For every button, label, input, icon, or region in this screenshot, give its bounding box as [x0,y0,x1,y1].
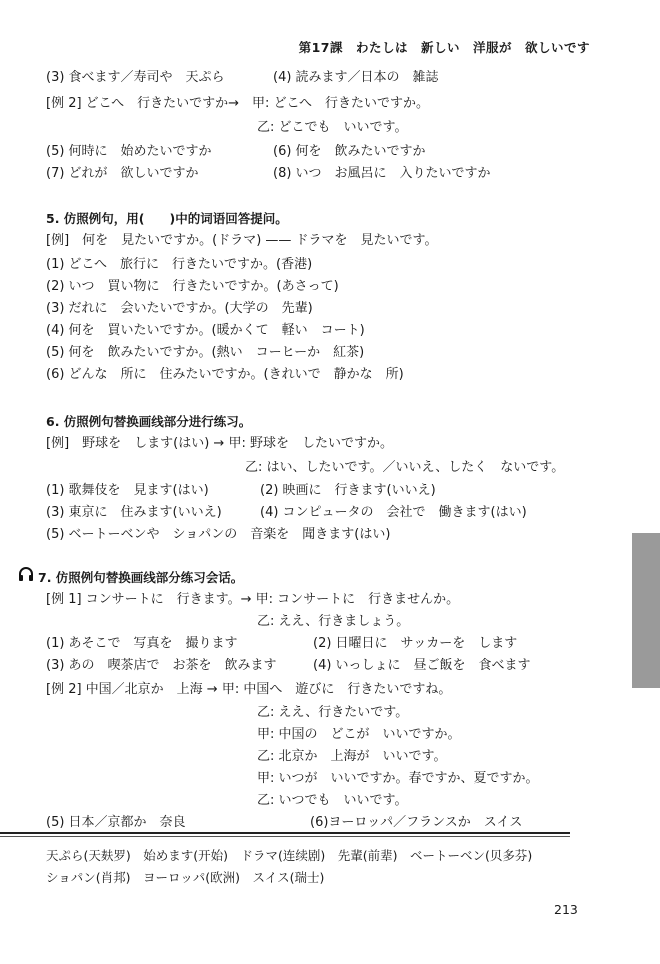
list-item: (5) 何を 飲みたいですか。(熱い コーヒーか 紅茶) [46,345,365,360]
example-question: [例 2] どこへ 行きたいですか→ 甲: どこへ 行きたいですか。 [46,96,430,111]
section-title: 6. 仿照例句替换画线部分进行练习。 [46,414,252,429]
list-item: (2) 映画に 行きます(いいえ) [260,483,436,498]
list-item: (1) あそこで 写真を 撮ります [46,636,238,651]
example-answer: 乙: どこでも いいです。 [257,120,408,135]
list-item: (6)ヨーロッパ／フランスか スイス [310,815,523,830]
list-item: (3) だれに 会いたいですか。(大学の 先輩) [46,301,313,316]
list-item: (5) 日本／京都か 奈良 [46,815,186,830]
list-item: (4) 何を 買いたいですか。(暖かくて 軽い コート) [46,323,365,338]
vocab-line: ショパン(肖邦) ヨーロッパ(欧洲) スイス(瑞士) [46,870,325,885]
list-item: (3) 東京に 住みます(いいえ) [46,505,222,520]
lesson-header: 第17課 わたしは 新しい 洋服が 欲しいです [298,40,590,55]
chapter-tab [632,533,660,688]
section-title: 7. 仿照例句替换画线部分练习会话。 [38,570,244,585]
list-item: (8) いつ お風呂に 入りたいですか [273,166,491,181]
example-line: [例] 何を 見たいですか。(ドラマ) —— ドラマを 見たいです。 [46,233,438,248]
list-item: (3) あの 喫茶店で お茶を 飲みます [46,658,277,673]
list-item: (3) 食べます／寿司や 天ぷら [46,70,225,85]
list-item: (6) どんな 所に 住みたいですか。(きれいで 静かな 所) [46,367,404,382]
divider [0,832,570,834]
dialogue-line: 甲: いつが いいですか。春ですか、夏ですか。 [257,771,539,786]
vocab-line: 天ぷら(天麸罗) 始めます(开始) ドラマ(连续剧) 先輩(前辈) ベートーベン(贝多芬) [46,848,533,863]
example-question: [例] 野球を します(はい) → 甲: 野球を したいですか。 [46,436,393,451]
list-item: (6) 何を 飲みたいですか [273,144,426,159]
list-item: (1) どこへ 旅行に 行きたいですか。(香港) [46,257,313,272]
example-answer: 乙: ええ、行きましょう。 [257,614,410,629]
list-item: (4) いっしょに 昼ご飯を 食べます [313,658,531,673]
list-item: (7) どれが 欲しいですか [46,166,199,181]
example-line: [例 2] 中国／北京か 上海 → 甲: 中国へ 遊びに 行きたいですね。 [46,682,452,697]
list-item: (2) いつ 買い物に 行きたいですか。(あさって) [46,279,339,294]
list-item: (4) 読みます／日本の 雑誌 [273,70,439,85]
divider [0,836,570,837]
example-question: [例 1] コンサートに 行きます。→ 甲: コンサートに 行きませんか。 [46,592,460,607]
dialogue-line: 甲: 中国の どこが いいですか。 [257,727,461,742]
example-answer: 乙: はい、したいです。／いいえ、したく ないです。 [245,460,565,475]
list-item: (4) コンピュータの 会社で 働きます(はい) [260,505,527,520]
list-item: (1) 歌舞伎を 見ます(はい) [46,483,209,498]
list-item: (5) ベートーベンや ショパンの 音楽を 聞きます(はい) [46,527,391,542]
headphones-icon [18,566,34,582]
section-title: 5. 仿照例句，用( )中的词语回答提问。 [46,211,288,226]
page-number: 213 [554,902,578,917]
dialogue-line: 乙: いつでも いいです。 [257,793,408,808]
dialogue-line: 乙: 北京か 上海が いいです。 [257,749,447,764]
dialogue-line: 乙: ええ、行きたいです。 [257,705,409,720]
list-item: (5) 何時に 始めたいですか [46,144,212,159]
list-item: (2) 日曜日に サッカーを します [313,636,518,651]
